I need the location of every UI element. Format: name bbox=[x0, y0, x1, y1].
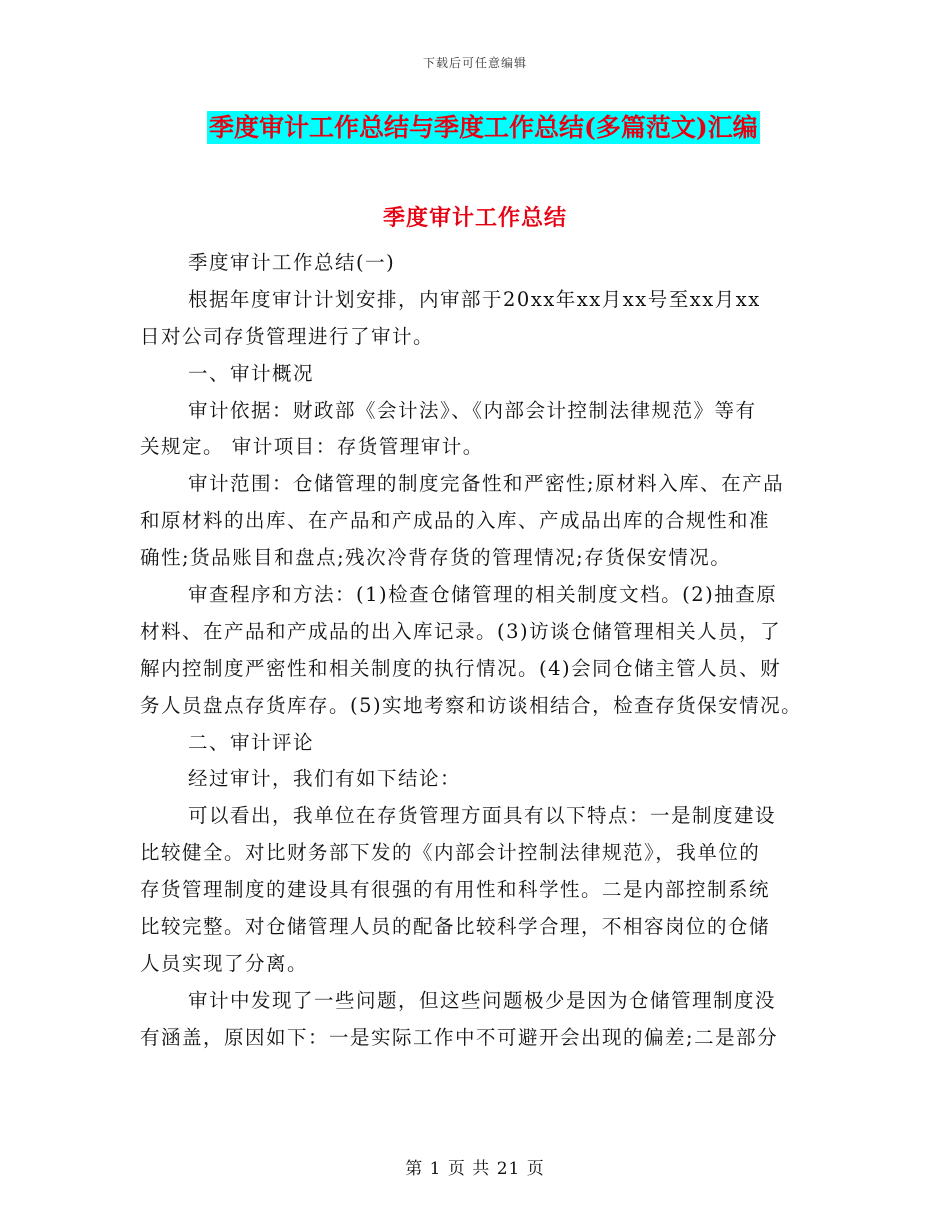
paragraph-line: 审计中发现了一些问题，但这些问题极少是因为仓储管理制度没 bbox=[188, 988, 777, 1012]
paragraph-line: 有涵盖，原因如下：一是实际工作中不可避开会出现的偏差;二是部分 bbox=[140, 1025, 779, 1049]
paragraph-line: 经过审计，我们有如下结论： bbox=[188, 767, 462, 791]
heading-line: 二、审计评论 bbox=[188, 730, 315, 754]
document-title: 季度审计工作总结与季度工作总结(多篇范文)汇编 bbox=[209, 113, 758, 142]
paragraph-line: 审计依据：财政部《会计法》、《内部会计控制法律规范》等有 bbox=[188, 398, 757, 422]
paragraph-line: 比较健全。对比财务部下发的《内部会计控制法律规范》，我单位的 bbox=[140, 841, 761, 865]
paragraph-line: 日对公司存货管理进行了审计。 bbox=[140, 324, 435, 348]
download-note: 下载后可任意编辑 bbox=[422, 56, 527, 70]
paragraph-line: 人员实现了分离。 bbox=[140, 951, 309, 975]
paragraph-line: 存货管理制度的建设具有很强的有用性和科学性。二是内部控制系统 bbox=[140, 878, 771, 902]
paragraph-line: 可以看出，我单位在存货管理方面具有以下特点：一是制度建设 bbox=[188, 804, 777, 828]
paragraph-line: 材料、在产品和产成品的出入库记录。(3)访谈仓储管理相关人员，了 bbox=[140, 619, 782, 643]
paragraph-line: 和原材料的出库、在产品和产成品的入库、产成品出库的合规性和准 bbox=[140, 509, 771, 533]
paragraph-line: 确性;货品账目和盘点;残次冷背存货的管理情况;存货保安情况。 bbox=[140, 546, 732, 570]
paragraph-line: 比较完整。对仓储管理人员的配备比较科学合理，不相容岗位的仓储 bbox=[140, 915, 771, 939]
paragraph-line: 关规定。 审计项目：存货管理审计。 bbox=[140, 435, 484, 459]
section-title: 季度审计工作总结 bbox=[382, 205, 567, 231]
paragraph-line: 解内控制度严密性和相关制度的执行情况。(4)会同仓储主管人员、财 bbox=[140, 656, 782, 680]
paragraph-line: 根据年度审计计划安排，内审部于20xx年xx月xx号至xx月xx bbox=[188, 287, 761, 311]
paragraph-line: 审查程序和方法：(1)检查仓储管理的相关制度文档。(2)抽查原 bbox=[188, 583, 778, 607]
heading-line: 一、审计概况 bbox=[188, 361, 315, 385]
document-body bbox=[140, 245, 820, 1057]
paragraph-line: 季度审计工作总结(一) bbox=[188, 251, 396, 274]
page-number: 第 1 页 共 21 页 bbox=[405, 1159, 545, 1179]
paragraph-line: 务人员盘点存货库存。(5)实地考察和访谈相结合，检查存货保安情况。 bbox=[140, 693, 803, 717]
paragraph-line: 审计范围：仓储管理的制度完备性和严密性;原材料入库、在产品 bbox=[188, 472, 785, 496]
